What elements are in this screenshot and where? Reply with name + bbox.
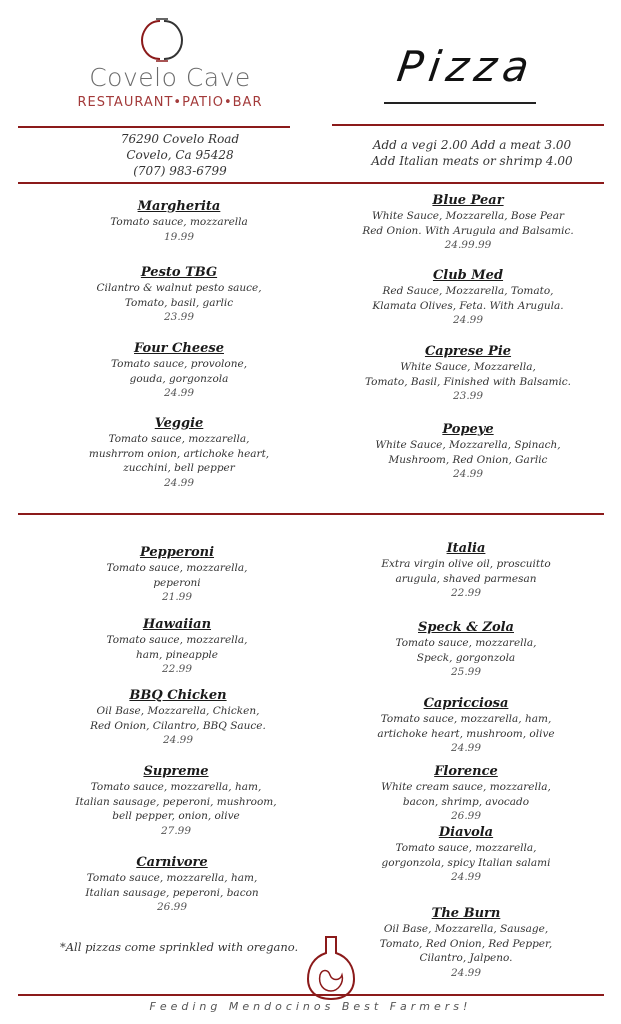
item-price: 24.99	[162, 734, 194, 746]
item-name: BBQ Chicken	[129, 688, 227, 703]
item-price: 22.99	[450, 587, 482, 599]
menu-item	[346, 696, 586, 755]
addons-line-2: Add Italian meats or shrimp 4.00	[371, 154, 573, 168]
item-price: 24.99	[450, 871, 482, 883]
address-city: Covelo, Ca 95428	[126, 148, 234, 162]
menu-item	[74, 265, 284, 324]
item-name: Diavola	[438, 825, 494, 840]
brand-tagline: RESTAURANT•PATIO•BAR	[77, 95, 263, 110]
divider-middle	[18, 513, 604, 515]
item-name: Caprese Pie	[424, 344, 512, 359]
item-description: Red Sauce, Mozzarella, Tomato, Klamata Olives, Feta. With Arugula.	[372, 285, 564, 312]
menu-item	[338, 344, 598, 403]
item-description: White cream sauce, mozzarella, bacon, shrimp, avocado	[381, 781, 551, 808]
item-name: Veggie	[154, 416, 204, 431]
oregano-footnote: *All pizzas come sprinkled with oregano.	[60, 940, 299, 954]
item-name: Italia	[446, 541, 486, 556]
menu-item	[72, 545, 282, 604]
item-price: 26.99	[156, 901, 188, 913]
divider-bottom	[18, 994, 604, 996]
item-name: Florence	[434, 764, 498, 779]
item-name: The Burn	[431, 906, 501, 921]
item-price: 23.99	[452, 390, 484, 402]
menu-item	[338, 268, 598, 327]
item-description: White Sauce, Mozzarella, Spinach, Mushroom, Red Onion, Garlic	[375, 439, 561, 466]
item-description: Tomato sauce, mozzarella, ham, Italian sausage, peperoni, bacon	[85, 872, 259, 899]
menu-item	[74, 416, 284, 490]
item-name: Pepperoni	[139, 545, 215, 560]
divider-top-left	[18, 126, 290, 128]
item-description: Oil Base, Mozzarella, Sausage, Tomato, Red Onion, Red Pepper, Cilantro, Jalpeno.	[379, 923, 553, 964]
menu-item	[346, 825, 586, 884]
item-description: Tomato sauce, mozzarella, mushrrom onion, artichoke heart, zucchini, bell pepper	[88, 433, 270, 474]
menu-item	[346, 541, 586, 600]
divider-header	[18, 182, 604, 184]
addons-block	[352, 137, 592, 169]
item-price: 24.99	[452, 314, 484, 326]
item-description: Tomato sauce, provolone, gouda, gorgonzola	[110, 358, 248, 385]
menu-item	[56, 855, 288, 914]
item-price: 24.99	[163, 476, 195, 489]
item-description: White Sauce, Mozzarella, Bose Pear Red Onion. With Arugula and Balsamic.	[362, 210, 574, 237]
menu-item	[74, 341, 284, 400]
item-description: Oil Base, Mozzarella, Chicken, Red Onion, Cilantro, BBQ Sauce.	[90, 705, 266, 732]
item-name: Margherita	[137, 199, 221, 214]
item-price: 19.99	[163, 230, 195, 243]
addons-line-1: Add a vegi 2.00 Add a meat 3.00	[372, 138, 572, 152]
item-price: 24.99	[452, 468, 484, 480]
item-name: Four Cheese	[134, 341, 224, 356]
title-underline	[384, 102, 536, 104]
item-description: Tomato sauce, mozzarella, Speck, gorgonzola	[395, 637, 537, 664]
menu-item	[56, 764, 296, 838]
item-description: Extra virgin olive oil, proscuitto arugula, shaved parmesan	[381, 558, 551, 585]
phone-number: (707) 983-6799	[133, 164, 227, 178]
menu-item	[346, 906, 586, 980]
item-price: 26.99	[450, 810, 482, 822]
item-price: 22.99	[161, 663, 193, 675]
menu-item	[346, 620, 586, 679]
item-name: Club Med	[432, 268, 504, 283]
item-description: Cilantro & walnut pesto sauce, Tomato, basil, garlic	[96, 282, 262, 309]
brand-name: Covelo Cave	[89, 63, 251, 92]
item-description: Tomato sauce, mozzarella, ham, pineapple	[106, 634, 248, 661]
item-name: Blue Pear	[432, 193, 504, 208]
menu-item	[62, 688, 294, 747]
menu-item	[74, 199, 284, 244]
item-name: Capricciosa	[423, 696, 509, 711]
menu-title: Pizza	[394, 42, 538, 91]
address-street: 76290 Covelo Road	[120, 132, 240, 146]
menu-item	[338, 422, 598, 481]
item-price: 24.99.99	[444, 239, 492, 251]
menu-item	[338, 193, 598, 252]
item-price: 24.99	[163, 387, 195, 399]
item-description: Tomato sauce, mozzarella, ham, artichoke heart, mushroom, olive	[377, 713, 555, 740]
logo-mark	[138, 15, 186, 65]
item-name: Popeye	[442, 422, 494, 437]
item-name: Hawaiian	[142, 617, 212, 632]
item-description: White Sauce, Mozzarella, Tomato, Basil, Finished with Balsamic.	[364, 361, 572, 388]
item-name: Supreme	[143, 764, 209, 779]
item-description: Tomato sauce, mozzarella, peperoni	[106, 562, 248, 589]
divider-top-right	[332, 124, 604, 126]
item-price: 27.99	[160, 824, 192, 837]
footer-tagline: Feeding Mendocinos Best Farmers!	[149, 1000, 472, 1013]
item-name: Speck & Zola	[418, 620, 514, 635]
wine-bottle-icon	[300, 935, 362, 1001]
item-price: 24.99	[450, 742, 482, 754]
item-price: 23.99	[163, 311, 195, 323]
item-description: Tomato sauce, mozzarella, ham, Italian sausage, peperoni, mushroom, bell pepper, onion, olive	[75, 781, 277, 822]
item-price: 25.99	[450, 666, 482, 678]
item-description: Tomato sauce, mozzarella, gorgonzola, spicy Italian salami	[381, 842, 551, 869]
item-price: 24.99	[450, 966, 482, 979]
item-price: 21.99	[161, 591, 193, 603]
item-name: Carnivore	[136, 855, 208, 870]
address-block	[60, 131, 300, 179]
menu-item	[346, 764, 586, 823]
item-name: Pesto TBG	[140, 265, 218, 280]
item-description: Tomato sauce, mozzarella	[110, 216, 248, 228]
menu-item	[72, 617, 282, 676]
